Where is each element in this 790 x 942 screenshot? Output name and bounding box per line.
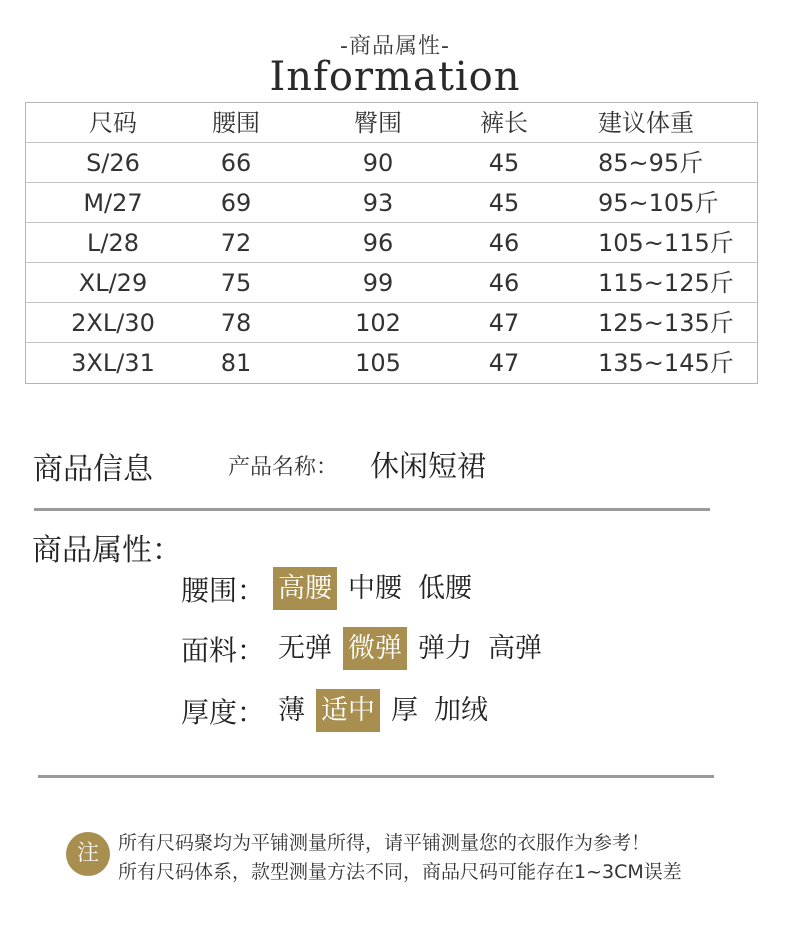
- option-no-stretch: 无弹: [278, 633, 333, 664]
- product-name-label: 产品名称：: [228, 455, 339, 480]
- table-cell: 85~95斤: [598, 149, 704, 177]
- table-cell: 66: [220, 149, 252, 177]
- table-cell: 115~125斤: [598, 269, 734, 297]
- option-stretch: 弹力: [418, 633, 473, 664]
- table-cell: 78: [220, 309, 252, 337]
- option-mid-waist: 中腰: [348, 573, 403, 604]
- table-cell: 102: [355, 309, 401, 337]
- divider: [34, 508, 710, 511]
- divider: [38, 775, 714, 778]
- table-cell: 135~145斤: [598, 349, 734, 377]
- table-row: [26, 183, 757, 223]
- table-row: [26, 303, 757, 343]
- table-cell: XL/29: [78, 269, 148, 297]
- table-cell: 47: [488, 309, 520, 337]
- attribute-label: 腰围：: [181, 573, 266, 607]
- attribute-row-fabric: [181, 627, 553, 670]
- table-cell: M/27: [83, 189, 143, 217]
- table-cell: 45: [488, 189, 520, 217]
- option-thin: 薄: [278, 695, 306, 726]
- table-cell: 95~105斤: [598, 189, 719, 217]
- table-cell: 69: [220, 189, 252, 217]
- column-header-length: 裤长: [480, 109, 528, 137]
- column-header-waist: 腰围: [212, 109, 260, 137]
- section-subtitle: -商品属性-: [340, 34, 450, 59]
- option-high-stretch: 高弹: [488, 633, 543, 664]
- column-header-hip: 臀围: [354, 109, 402, 137]
- table-cell: 46: [488, 229, 520, 257]
- table-cell: 105~115斤: [598, 229, 734, 257]
- option-fleece-lined: 加绒: [434, 695, 489, 726]
- table-cell: S/26: [86, 149, 140, 177]
- note-text: 所有尺码聚均为平铺测量所得，请平铺测量您的衣服作为参考！: [118, 832, 651, 854]
- table-cell: L/28: [87, 229, 139, 257]
- attribute-label: 厚度：: [181, 695, 266, 729]
- option-slight-stretch: 微弹: [343, 627, 407, 670]
- table-cell: 46: [488, 269, 520, 297]
- section-title: Information: [269, 54, 521, 100]
- table-cell: 47: [488, 349, 520, 377]
- note-text: 所有尺码体系，款型测量方法不同，商品尺码可能存在1~3CM误差: [118, 861, 682, 883]
- option-thick: 厚: [391, 695, 419, 726]
- table-row: [26, 263, 757, 303]
- attribute-row-thickness: [181, 689, 499, 732]
- table-cell: 125~135斤: [598, 309, 734, 337]
- product-name-value: 休闲短裙: [370, 449, 487, 483]
- table-header-row: [26, 103, 757, 143]
- table-cell: 105: [355, 349, 401, 377]
- attribute-label: 面料：: [181, 633, 266, 667]
- option-low-waist: 低腰: [418, 573, 473, 604]
- table-cell: 3XL/31: [71, 349, 155, 377]
- product-attributes-heading: 商品属性：: [32, 533, 182, 568]
- table-cell: 81: [220, 349, 252, 377]
- table-cell: 93: [362, 189, 394, 217]
- table-cell: 2XL/30: [71, 309, 155, 337]
- product-info-heading: 商品信息: [33, 452, 153, 487]
- option-medium: 适中: [316, 689, 380, 732]
- table-row: [26, 143, 757, 183]
- table-cell: 99: [362, 269, 394, 297]
- table-cell: 45: [488, 149, 520, 177]
- size-table: [25, 102, 758, 384]
- table-row: [26, 343, 757, 383]
- table-cell: 90: [362, 149, 394, 177]
- column-header-weight: 建议体重: [598, 109, 694, 137]
- table-cell: 96: [362, 229, 394, 257]
- table-row: [26, 223, 757, 263]
- column-header-size: 尺码: [89, 109, 137, 137]
- note-badge: 注: [66, 832, 110, 876]
- table-cell: 75: [220, 269, 252, 297]
- attribute-row-waist: [181, 567, 483, 610]
- table-cell: 72: [220, 229, 252, 257]
- option-high-waist: 高腰: [273, 567, 337, 610]
